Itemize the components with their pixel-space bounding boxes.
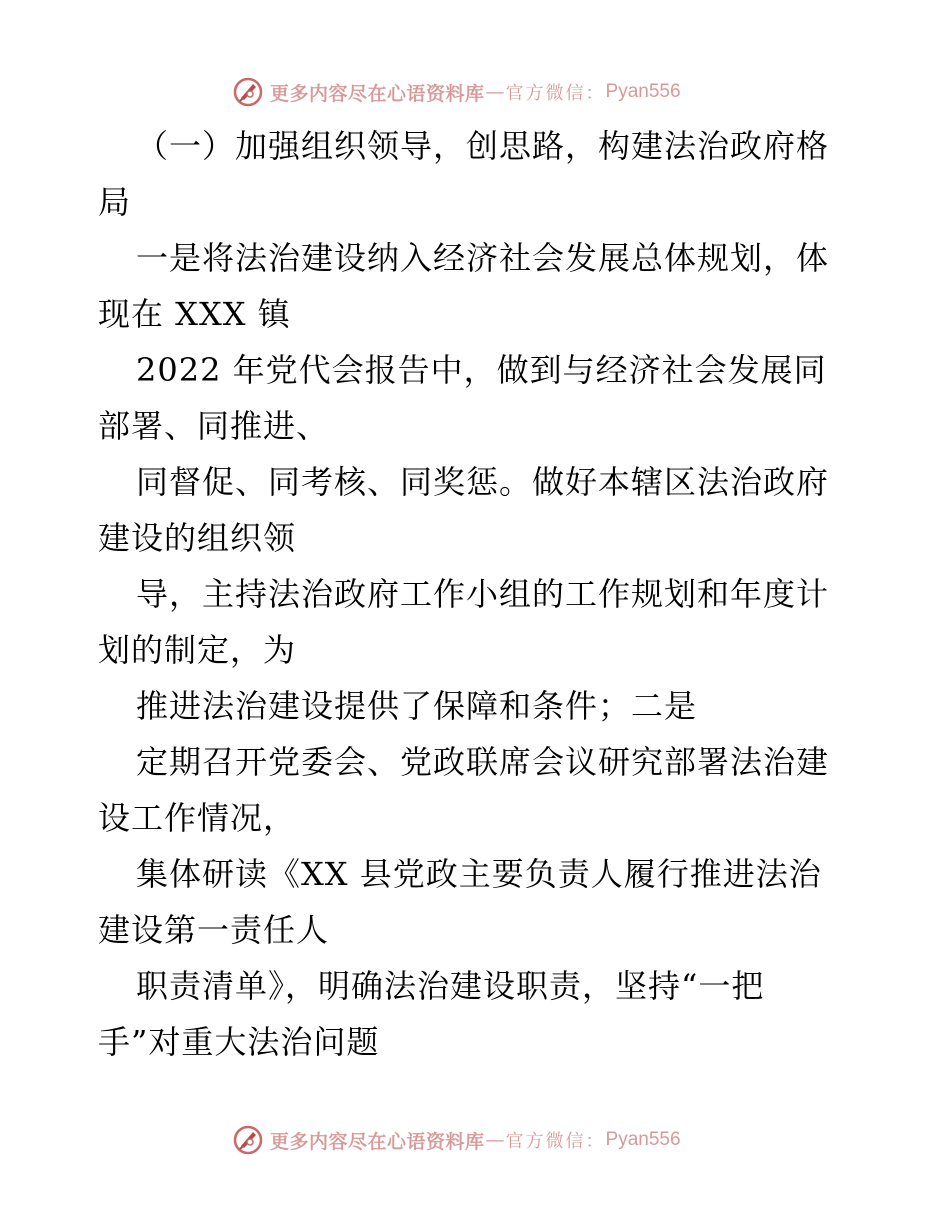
watermark-dash: — xyxy=(485,1129,505,1151)
body-line: （一）加强组织领导，创思路，构建法治政府格 xyxy=(136,127,830,165)
body-line: 建设的组织领 xyxy=(98,519,297,557)
body-line: 2022 年党代会报告中，做到与经济社会发展同 xyxy=(136,351,827,389)
quill-seal-icon xyxy=(232,1124,264,1156)
watermark-official-text: 官方微信： xyxy=(505,1131,606,1152)
watermark-official-text: 官方微信： xyxy=(505,83,606,104)
body-line: 一是将法治建设纳入经济社会发展总体规划，体 xyxy=(136,239,830,277)
body-line: 局 xyxy=(98,183,132,221)
body-line: 建设第一责任人 xyxy=(98,911,330,949)
watermark-wechat-id: Pyan556 xyxy=(605,81,681,102)
watermark-dash: — xyxy=(485,81,505,103)
body-line: 导，主持法治政府工作小组的工作规划和年度计 xyxy=(136,575,830,613)
watermark-main-text: 更多内容尽在心语资料库 xyxy=(270,82,485,105)
footer-watermark xyxy=(232,1120,681,1160)
header-watermark xyxy=(232,72,681,112)
body-line: 设工作情况， xyxy=(98,799,297,837)
quill-seal-icon xyxy=(232,76,264,108)
watermark-wechat-id: Pyan556 xyxy=(605,1129,681,1150)
body-line: 同督促、同考核、同奖惩。做好本辖区法治政府 xyxy=(136,463,830,501)
body-line: 推进法治建设提供了保障和条件；二是 xyxy=(136,687,698,725)
watermark-main-text: 更多内容尽在心语资料库 xyxy=(270,1130,485,1153)
body-line: 划的制定，为 xyxy=(98,631,297,669)
document-body xyxy=(98,118,868,1070)
body-line: 集体研读《XX 县党政主要负责人履行推进法治 xyxy=(136,855,822,893)
body-line: 现在 XXX 镇 xyxy=(98,295,291,333)
body-line: 部署、同推进、 xyxy=(98,407,330,445)
body-line: 职责清单》，明确法治建设职责，坚持“一把 xyxy=(136,967,765,1005)
body-line: 定期召开党委会、党政联席会议研究部署法治建 xyxy=(136,743,830,781)
body-line: 手”对重大法治问题 xyxy=(98,1023,380,1061)
